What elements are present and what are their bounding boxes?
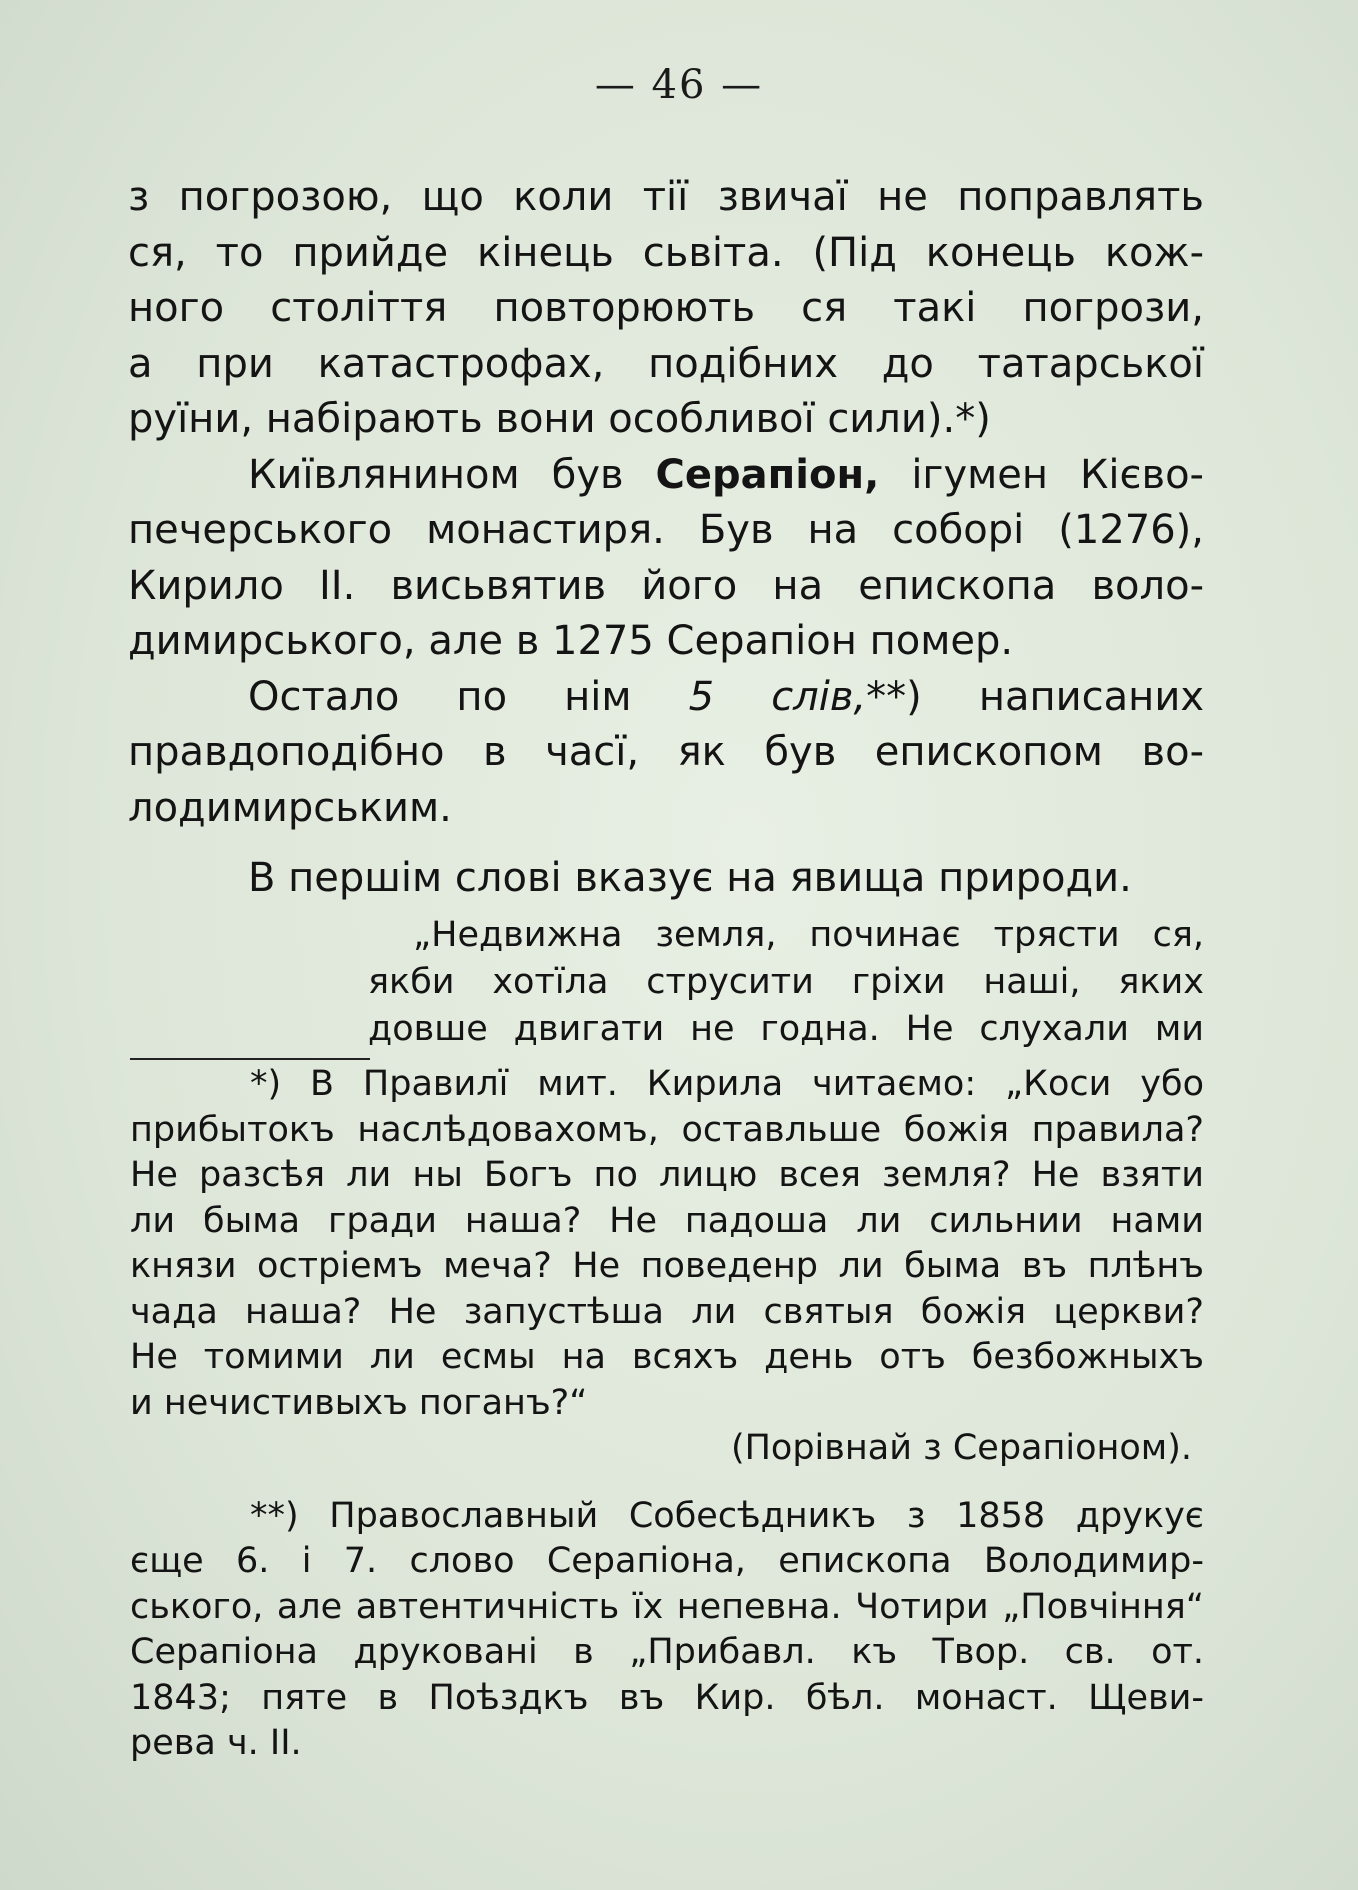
- text-line: з погрозою, що коли тії звичаї не поправлять: [128, 174, 1204, 220]
- text-line: лодимирським.: [128, 784, 452, 831]
- footnote-line: рева ч. II.: [130, 1723, 302, 1763]
- footnote-line: чада наша? Не запустѣша ли святыя божія церкви?: [130, 1291, 1204, 1332]
- text-line: димирського, але в 1275 Серапіон помер.: [128, 618, 1014, 664]
- footnote-line: ли быма гради наша? Не падоша ли сильнии нами: [130, 1200, 1204, 1241]
- footnote-line: прибытокъ наслѣдовахомъ, оставльше божія правила?: [130, 1109, 1204, 1150]
- quotation-block: [368, 912, 1204, 1053]
- text-line: [128, 448, 1204, 504]
- compare-note: (Порівнай з Серапіоном).: [730, 1428, 1192, 1468]
- text-line: руїни, набірають вони особливої сили).*): [128, 396, 991, 442]
- quote-line: довше двигати не годна. Не слухали ми: [368, 1009, 1204, 1049]
- footnote-line: Серапіона друковані в „Прибавл. къ Твор. св. от.: [130, 1632, 1204, 1672]
- footnote-1: [130, 1062, 1204, 1472]
- text-line: ся, то прийде кінець сьвіта. (Під конець кож-: [128, 229, 1204, 276]
- page-number: — 46 —: [594, 62, 764, 108]
- main-text: [128, 170, 1204, 907]
- footnote-divider: [130, 1058, 370, 1060]
- footnote-line: Не томими ли есмы на всяхъ день отъ безбожныхъ: [130, 1337, 1204, 1377]
- text-line: ного століття повторюють ся такі погрози,: [128, 285, 1204, 331]
- text-run: **) написаних: [866, 673, 1204, 720]
- footnote-line: єще 6. і 7. слово Серапіона, епископа Володимир-: [130, 1541, 1204, 1581]
- text-line: В першім слові вказує на явища природи.: [248, 855, 1132, 901]
- text-line: печерського монастиря. Був на соборі (1276),: [128, 507, 1204, 553]
- footnote-2: [130, 1494, 1204, 1767]
- five-words-italic: 5 слів,: [688, 673, 867, 720]
- footnote-line: *) В Правилї мит. Кирила читаємо: „Коси убо: [250, 1064, 1204, 1104]
- text-run: Остало по нім: [248, 673, 689, 720]
- text-line: правдоподібно в часї, як був епископом во-: [128, 729, 1204, 775]
- footnote-line: князи остріемъ меча? Не поведенр ли быма въ плѣнъ: [130, 1246, 1204, 1286]
- footnote-line: и нечистивыхъ поганъ?“: [130, 1382, 588, 1423]
- text-run: Київлянином був: [248, 451, 656, 498]
- name-serapion: Серапіон,: [655, 451, 880, 498]
- footnote-line: 1843; пяте в Поѣздкъ въ Кир. бѣл. монаст. Щеви-: [130, 1677, 1204, 1718]
- text-line: [128, 670, 1204, 726]
- text-line: а при катастрофах, подібних до татарської: [128, 340, 1204, 387]
- footnote-line: ського, але автентичність їх непевна. Чотири „Повчіння“: [130, 1586, 1204, 1627]
- footnotes: [130, 1062, 1204, 1767]
- footnote-line: **) Православный Собесѣдникъ з 1858 друкує: [250, 1495, 1204, 1536]
- footnote-line: Не разсѣя ли ны Богъ по лицю всея земля? Не взяти: [130, 1155, 1204, 1195]
- quote-line: якби хотїла струсити гріхи наші, яких: [368, 962, 1204, 1002]
- text-line: Кирило II. висьвятив його на епископа воло-: [128, 562, 1204, 609]
- text-run: ігумен Кієво-: [879, 451, 1204, 498]
- quote-line: „Недвижна земля, починає трясти ся,: [413, 915, 1204, 955]
